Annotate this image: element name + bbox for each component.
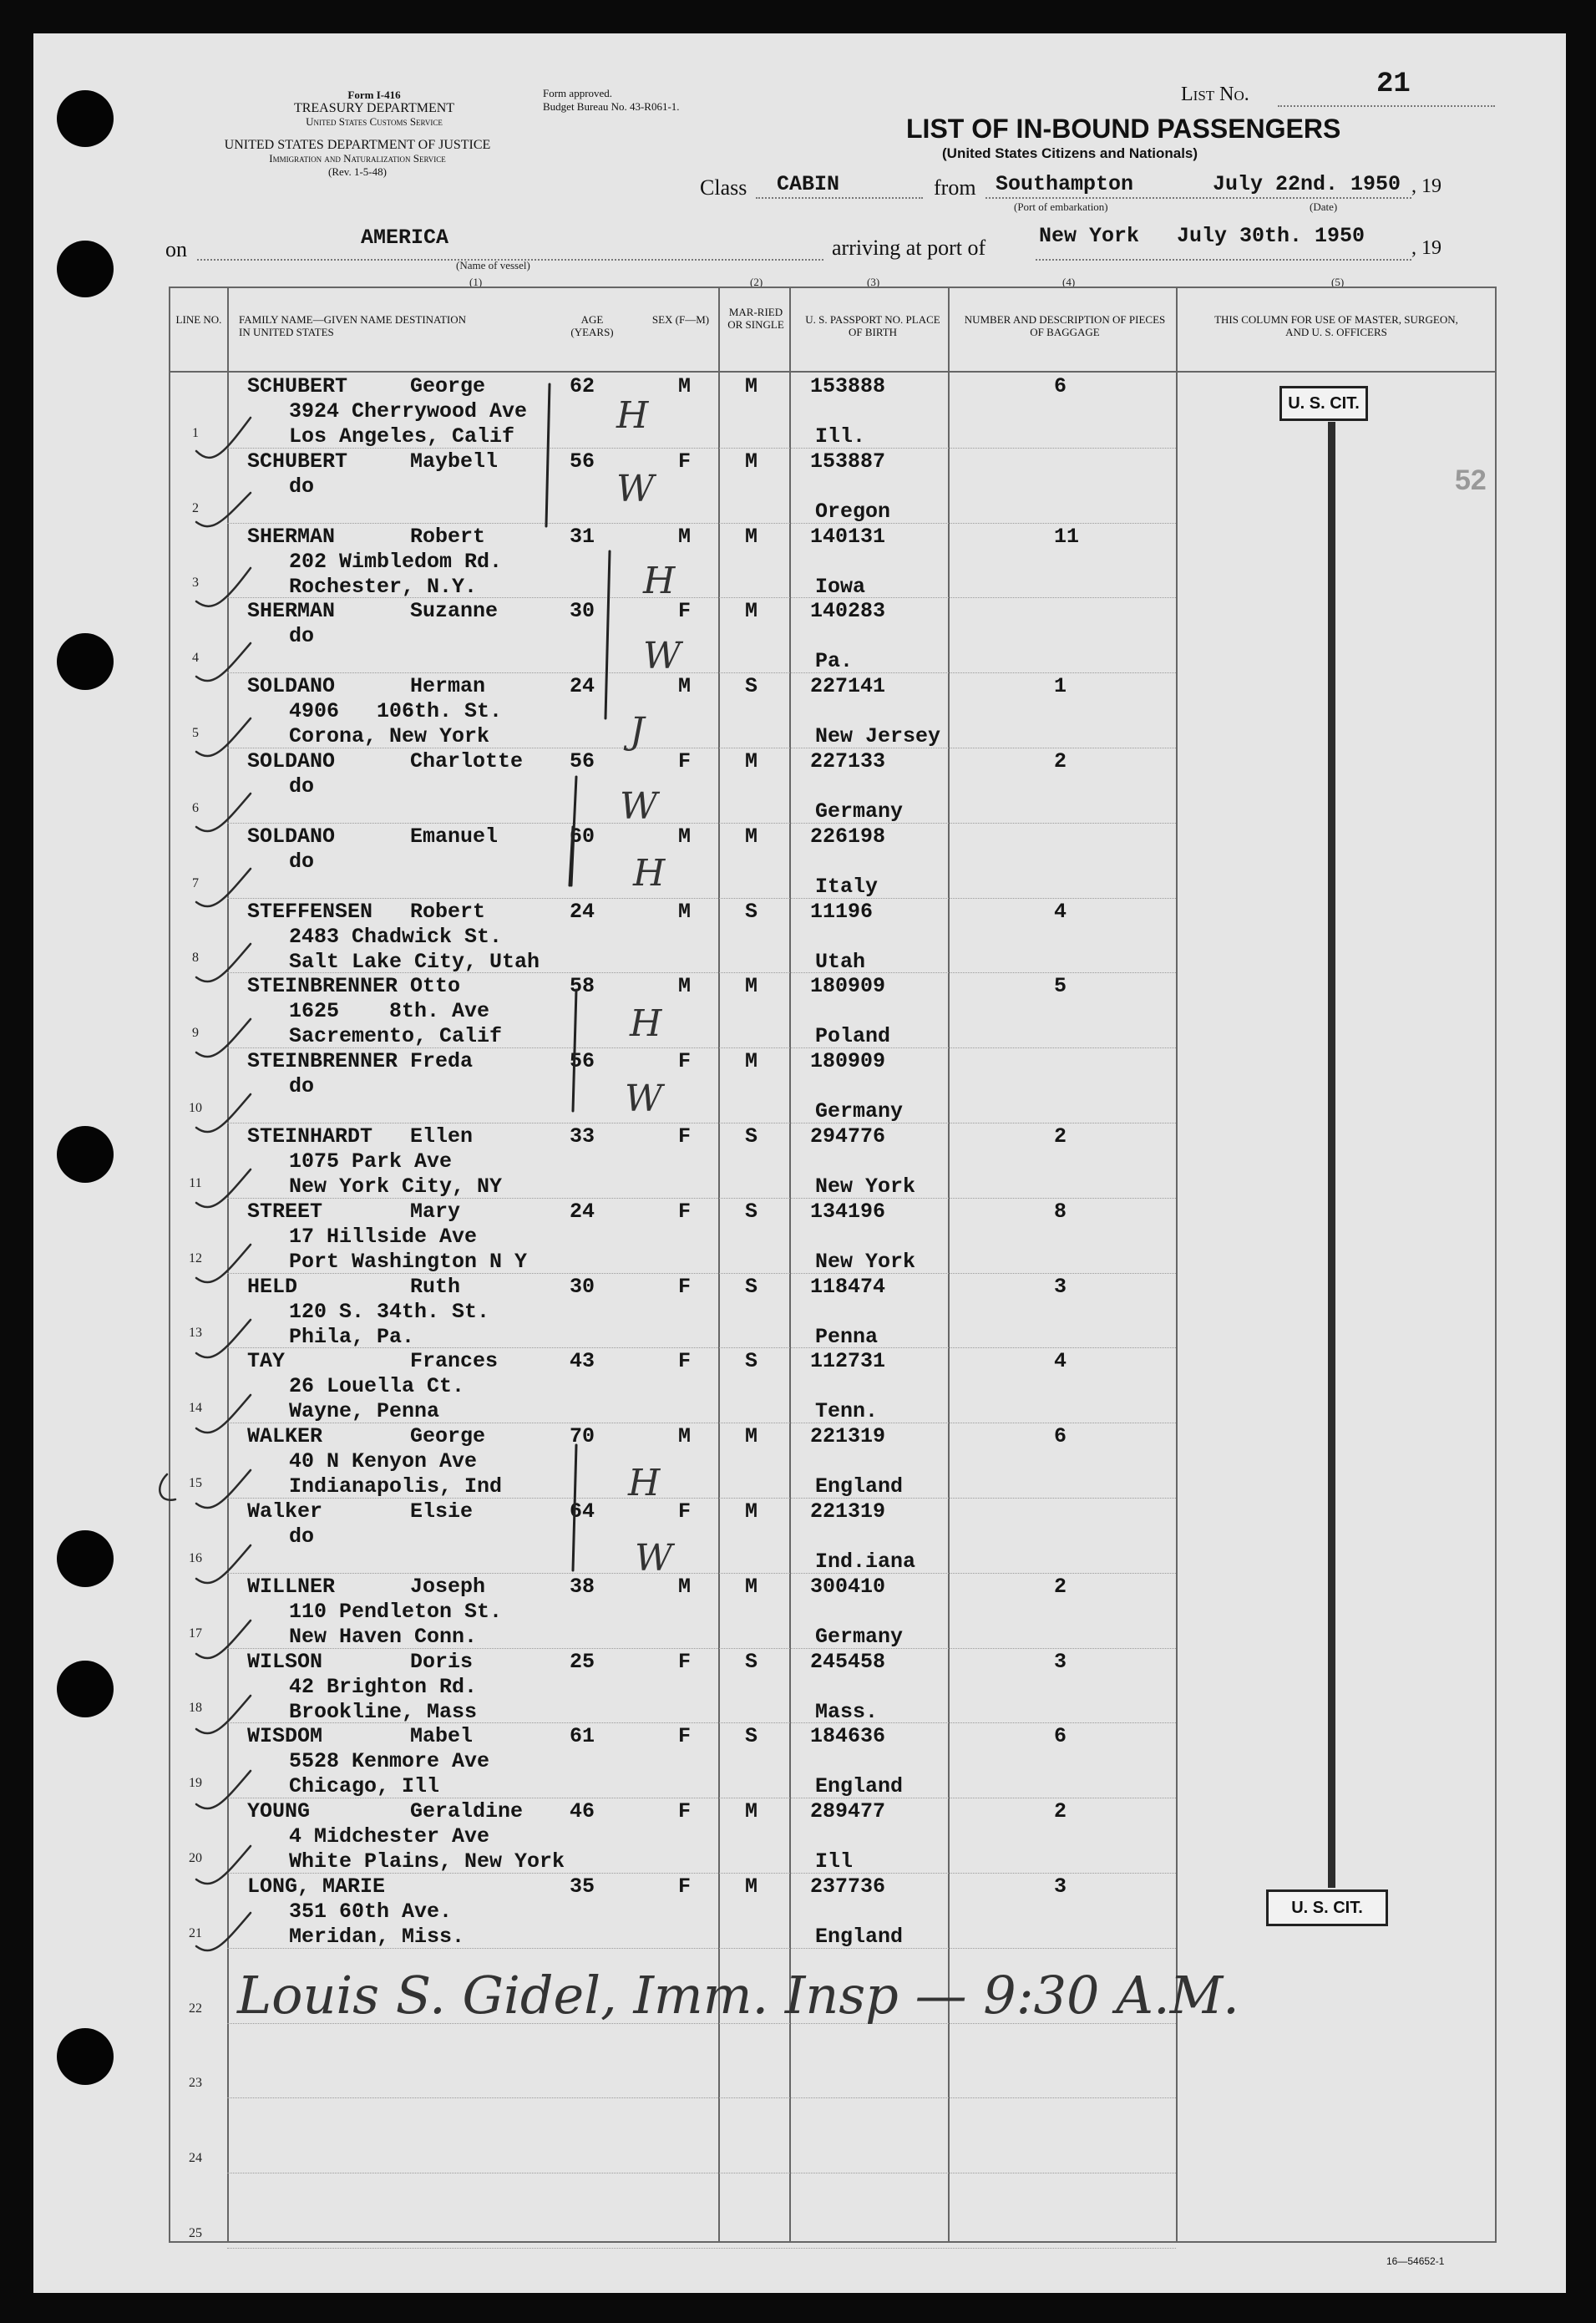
- place-of-birth: Iowa: [815, 574, 866, 599]
- passenger-age: 56: [570, 749, 595, 773]
- passenger-age: 61: [570, 1724, 595, 1749]
- line-number: 21: [189, 1925, 202, 1940]
- passenger-sex: F: [678, 1124, 692, 1149]
- passport-number: 289477: [810, 1799, 886, 1824]
- passenger-age: 25: [570, 1649, 595, 1674]
- header-officers: THIS COLUMN FOR USE OF MASTER, SURGEON, AND U. S. OFFICERS: [1214, 313, 1458, 338]
- form-number: Form I-416: [347, 89, 401, 101]
- passenger-city: Phila, Pa.: [289, 1324, 415, 1349]
- passenger-age: 58: [570, 974, 595, 999]
- passenger-address: 351 60th Ave.: [289, 1899, 453, 1924]
- passenger-age: 31: [570, 524, 595, 549]
- passenger-married-single: S: [745, 1274, 758, 1299]
- passenger-sex: M: [678, 1574, 692, 1599]
- passenger-address: 1075 Park Ave: [289, 1149, 453, 1174]
- passenger-married-single: S: [745, 1649, 758, 1674]
- passport-number: 221319: [810, 1499, 886, 1524]
- line-number: 11: [189, 1175, 202, 1190]
- passenger-name: LONG, MARIE: [247, 1874, 386, 1899]
- passenger-sex: M: [678, 374, 692, 398]
- baggage-count: 6: [1054, 1424, 1067, 1449]
- baggage-count: 3: [1054, 1649, 1067, 1674]
- passenger-name: SOLDANO Herman: [247, 674, 486, 699]
- passenger-name: TAY Frances: [247, 1349, 499, 1374]
- passenger-name: STEINBRENNER Freda: [247, 1049, 474, 1074]
- place-of-birth: Ill.: [815, 424, 866, 449]
- passport-number: 227133: [810, 749, 886, 773]
- passenger-age: 70: [570, 1424, 595, 1449]
- passenger-sex: F: [678, 449, 692, 474]
- passenger-name: WILLNER Joseph: [247, 1574, 486, 1599]
- passenger-address: 1625 8th. Ave: [289, 999, 490, 1024]
- passenger-name: STEINBRENNER Otto: [247, 974, 461, 999]
- treasury-department: TREASURY DEPARTMENT: [293, 101, 455, 115]
- budget-bureau: Budget Bureau No. 43-R061-1.: [543, 100, 680, 113]
- citizenship-stamp-bottom: U. S. CIT.: [1266, 1889, 1388, 1926]
- citizenship-stamp-top: U. S. CIT.: [1279, 386, 1368, 421]
- line-number: 15: [189, 1476, 202, 1490]
- passenger-address: 2483 Chadwick St.: [289, 924, 503, 949]
- place-of-birth: New York: [815, 1249, 916, 1274]
- passport-number: 237736: [810, 1874, 886, 1899]
- arrival-year-suffix: , 19: [1411, 237, 1441, 259]
- passenger-married-single: M: [745, 1499, 758, 1524]
- passenger-married-single: S: [745, 1124, 758, 1149]
- passenger-name: WILSON Doris: [247, 1649, 474, 1674]
- passenger-age: 56: [570, 1049, 595, 1074]
- passenger-age: 56: [570, 449, 595, 474]
- passenger-age: 62: [570, 374, 595, 398]
- line-number: 18: [189, 1701, 202, 1716]
- column-number: (1): [469, 276, 483, 288]
- passenger-sex: F: [678, 1199, 692, 1224]
- passenger-married-single: M: [745, 524, 758, 549]
- place-of-birth: England: [815, 1774, 904, 1799]
- passenger-address: 202 Wimbledom Rd.: [289, 549, 503, 574]
- passport-number: 180909: [810, 974, 886, 999]
- line-number: 14: [189, 1401, 202, 1416]
- svg-text:H: H: [630, 1002, 662, 1045]
- passenger-name: STEINHARDT Ellen: [247, 1124, 474, 1149]
- passenger-age: 24: [570, 1199, 595, 1224]
- form-subtitle: (United States Citizens and Nationals): [942, 145, 1198, 161]
- baggage-count: 5: [1054, 974, 1067, 999]
- passenger-name: WALKER George: [247, 1424, 486, 1449]
- svg-text:W: W: [620, 785, 658, 828]
- passenger-name: SHERMAN Suzanne: [247, 599, 499, 624]
- passenger-sex: F: [678, 1724, 692, 1749]
- form-title: LIST OF IN-BOUND PASSENGERS: [906, 114, 1341, 144]
- passenger-married-single: M: [745, 1049, 758, 1074]
- passenger-age: 60: [570, 824, 595, 849]
- passenger-sex: F: [678, 1874, 692, 1899]
- baggage-count: 2: [1054, 749, 1067, 773]
- passenger-sex: M: [678, 524, 692, 549]
- passport-number: 226198: [810, 824, 886, 849]
- svg-text:J: J: [630, 710, 645, 753]
- line-number: 23: [189, 2076, 202, 2091]
- passenger-age: 30: [570, 1274, 595, 1299]
- passenger-address: 40 N Kenyon Ave: [289, 1449, 478, 1474]
- passport-number: 140131: [810, 524, 886, 549]
- passenger-city: Los Angeles, Calif: [289, 424, 515, 449]
- passenger-age: 38: [570, 1574, 595, 1599]
- passenger-married-single: M: [745, 374, 758, 398]
- passenger-name: SCHUBERT Maybell: [247, 449, 499, 474]
- passenger-married-single: M: [745, 824, 758, 849]
- citizenship-vertical-line: [1328, 422, 1335, 1888]
- customs-service: United States Customs Service: [306, 115, 443, 128]
- passenger-age: 30: [570, 599, 595, 624]
- svg-text:H: H: [643, 560, 676, 602]
- passenger-married-single: S: [745, 1724, 758, 1749]
- line-number: 13: [189, 1326, 202, 1341]
- baggage-count: 3: [1054, 1274, 1067, 1299]
- arrival-port-date: New York July 30th. 1950: [1039, 224, 1365, 248]
- place-of-birth: Oregon: [815, 499, 891, 524]
- passenger-married-single: M: [745, 1424, 758, 1449]
- form-approved: Form approved.: [543, 87, 613, 99]
- passenger-age: 35: [570, 1874, 595, 1899]
- line-number: 10: [189, 1101, 202, 1115]
- baggage-count: 3: [1054, 1874, 1067, 1899]
- passenger-city: Salt Lake City, Utah: [289, 949, 540, 974]
- immigration-service: Immigration and Naturalization Service: [269, 152, 446, 165]
- place-of-birth: England: [815, 1925, 904, 1949]
- passenger-name: SHERMAN Robert: [247, 524, 486, 549]
- line-number: 4: [192, 651, 199, 666]
- passenger-name: WISDOM Mabel: [247, 1724, 474, 1749]
- passenger-name: Walker Elsie: [247, 1499, 474, 1524]
- passenger-married-single: S: [745, 1349, 758, 1374]
- svg-text:H: H: [628, 1462, 661, 1504]
- date-caption: (Date): [1310, 200, 1338, 213]
- passport-number: 227141: [810, 674, 886, 699]
- baggage-count: 4: [1054, 1349, 1067, 1374]
- passenger-address: 42 Brighton Rd.: [289, 1674, 478, 1699]
- year-suffix: , 19: [1411, 175, 1441, 197]
- place-of-birth: Ind.iana: [815, 1550, 916, 1574]
- passenger-sex: F: [678, 1799, 692, 1824]
- column-number: (4): [1062, 276, 1076, 288]
- place-of-birth: Mass.: [815, 1699, 879, 1724]
- passenger-age: 24: [570, 899, 595, 924]
- line-number: 7: [192, 875, 199, 890]
- header-name-destination: FAMILY NAME—GIVEN NAME DESTINATION IN UNITED STATES: [239, 313, 467, 338]
- arriving-label: arriving at port of: [832, 236, 986, 260]
- passenger-sex: F: [678, 1649, 692, 1674]
- line-number: 24: [189, 2151, 202, 2166]
- passenger-address: 3924 Cherrywood Ave: [289, 399, 528, 424]
- passenger-sex: M: [678, 824, 692, 849]
- baggage-count: 1: [1054, 674, 1067, 699]
- passenger-address: do: [289, 849, 315, 874]
- baggage-count: 4: [1054, 899, 1067, 924]
- passenger-name: SOLDANO Charlotte: [247, 749, 524, 773]
- passenger-married-single: M: [745, 1799, 758, 1824]
- line-number: 2: [192, 500, 199, 515]
- passenger-city: Rochester, N.Y.: [289, 574, 478, 599]
- place-of-birth: Ill: [815, 1849, 854, 1874]
- line-number: 22: [189, 2001, 202, 2016]
- line-number: 12: [189, 1250, 202, 1265]
- passenger-address: 120 S. 34th. St.: [289, 1299, 490, 1324]
- baggage-count: 2: [1054, 1124, 1067, 1149]
- list-number: 21: [1376, 68, 1411, 100]
- passenger-name: SCHUBERT George: [247, 374, 486, 398]
- passenger-address: do: [289, 1074, 315, 1099]
- passenger-address: do: [289, 774, 315, 799]
- passenger-age: 24: [570, 674, 595, 699]
- passenger-age: 64: [570, 1499, 595, 1524]
- svg-text:W: W: [616, 468, 655, 510]
- inspector-signature: Louis S. Gidel, Imm. Insp — 9:30 A.M.: [237, 1965, 1239, 2026]
- passenger-city: Indianapolis, Ind: [289, 1474, 503, 1499]
- passport-number: 184636: [810, 1724, 886, 1749]
- revision: (Rev. 1-5-48): [328, 165, 387, 178]
- margin-number: 52: [1455, 464, 1487, 496]
- baggage-count: 2: [1054, 1574, 1067, 1599]
- passport-number: 153887: [810, 449, 886, 474]
- passenger-married-single: M: [745, 1574, 758, 1599]
- passenger-address: 4906 106th. St.: [289, 699, 503, 724]
- header-married-single: MAR-RIED OR SINGLE: [727, 306, 784, 331]
- passenger-city: Port Washington N Y: [289, 1249, 528, 1274]
- header-passport: U. S. PASSPORT NO. PLACE OF BIRTH: [805, 313, 940, 338]
- passenger-name: HELD Ruth: [247, 1274, 461, 1299]
- place-of-birth: Germany: [815, 1624, 904, 1649]
- passport-number: 140283: [810, 599, 886, 624]
- column-number: (5): [1331, 276, 1345, 288]
- from-label: from: [934, 175, 976, 200]
- line-number: 8: [192, 951, 199, 966]
- header-age: AGE (YEARS): [570, 313, 614, 338]
- passenger-address: do: [289, 474, 315, 499]
- form-footer-code: 16—54652-1: [1386, 2255, 1445, 2267]
- passenger-married-single: S: [745, 674, 758, 699]
- passenger-sex: M: [678, 1424, 692, 1449]
- passenger-sex: M: [678, 899, 692, 924]
- svg-text:W: W: [635, 1537, 673, 1580]
- passenger-address: 26 Louella Ct.: [289, 1374, 465, 1399]
- passenger-sex: F: [678, 1499, 692, 1524]
- svg-text:H: H: [633, 852, 666, 895]
- port-of-embarkation: Southampton: [996, 172, 1134, 196]
- line-number: 5: [192, 726, 199, 740]
- svg-text:H: H: [616, 394, 649, 437]
- passenger-name: STREET Mary: [247, 1199, 461, 1224]
- place-of-birth: Germany: [815, 1099, 904, 1124]
- line-number: 25: [189, 2226, 202, 2240]
- baggage-count: 11: [1054, 524, 1080, 549]
- passport-number: 221319: [810, 1424, 886, 1449]
- passenger-address: do: [289, 624, 315, 649]
- passenger-sex: F: [678, 1049, 692, 1074]
- svg-text:W: W: [643, 635, 681, 677]
- passport-number: 11196: [810, 899, 874, 924]
- on-label: on: [165, 237, 187, 261]
- passenger-city: Corona, New York: [289, 724, 490, 749]
- passenger-address: do: [289, 1524, 315, 1549]
- list-number-label: List No.: [1181, 84, 1249, 105]
- baggage-count: 8: [1054, 1199, 1067, 1224]
- place-of-birth: Pa.: [815, 649, 854, 674]
- line-number: 16: [189, 1550, 202, 1565]
- passenger-married-single: M: [745, 974, 758, 999]
- place-of-birth: Poland: [815, 1024, 891, 1049]
- place-of-birth: New York: [815, 1174, 916, 1199]
- line-number: 17: [189, 1626, 202, 1641]
- passport-number: 153888: [810, 374, 886, 398]
- baggage-count: 6: [1054, 374, 1067, 398]
- passenger-age: 33: [570, 1124, 595, 1149]
- passport-number: 180909: [810, 1049, 886, 1074]
- passenger-sex: F: [678, 1349, 692, 1374]
- place-of-birth: Penna: [815, 1324, 879, 1349]
- column-number: (3): [867, 276, 880, 288]
- place-of-birth: England: [815, 1474, 904, 1499]
- svg-text:W: W: [625, 1078, 663, 1120]
- passenger-age: 43: [570, 1349, 595, 1374]
- line-number: 9: [192, 1026, 199, 1041]
- passport-number: 134196: [810, 1199, 886, 1224]
- place-of-birth: Italy: [815, 874, 879, 899]
- column-number: (2): [750, 276, 763, 288]
- baggage-count: 6: [1054, 1724, 1067, 1749]
- passenger-sex: F: [678, 749, 692, 773]
- header-baggage: NUMBER AND DESCRIPTION OF PIECES OF BAGGAGE: [964, 313, 1166, 338]
- passport-number: 112731: [810, 1349, 886, 1374]
- line-number: 1: [192, 425, 199, 440]
- embarkation-caption: (Port of embarkation): [1014, 200, 1108, 213]
- class-value: CABIN: [777, 172, 840, 196]
- passenger-city: Sacremento, Calif: [289, 1024, 503, 1049]
- place-of-birth: Tenn.: [815, 1399, 879, 1424]
- passport-number: 118474: [810, 1274, 886, 1299]
- place-of-birth: New Jersey: [815, 724, 941, 749]
- place-of-birth: Germany: [815, 799, 904, 824]
- passenger-married-single: M: [745, 749, 758, 773]
- passenger-address: 17 Hillside Ave: [289, 1224, 478, 1249]
- header-line-no: LINE NO.: [175, 313, 222, 326]
- header-sex: SEX (F—M): [651, 313, 710, 326]
- passenger-married-single: M: [745, 1874, 758, 1899]
- passport-number: 300410: [810, 1574, 886, 1599]
- class-label: Class: [700, 175, 747, 200]
- passenger-address: 5528 Kenmore Ave: [289, 1749, 490, 1774]
- passenger-married-single: S: [745, 1199, 758, 1224]
- passenger-sex: F: [678, 599, 692, 624]
- passenger-city: Wayne, Penna: [289, 1399, 440, 1424]
- passenger-married-single: M: [745, 599, 758, 624]
- vessel-name: AMERICA: [361, 226, 449, 250]
- passenger-city: Chicago, Ill: [289, 1774, 440, 1799]
- vessel-caption: (Name of vessel): [456, 259, 530, 271]
- line-number: 3: [192, 576, 199, 591]
- passenger-address: 110 Pendleton St.: [289, 1599, 503, 1624]
- passenger-married-single: M: [745, 449, 758, 474]
- baggage-count: 2: [1054, 1799, 1067, 1824]
- passenger-name: STEFFENSEN Robert: [247, 899, 486, 924]
- line-number: 6: [192, 800, 199, 815]
- passenger-city: White Plains, New York: [289, 1849, 565, 1874]
- passenger-sex: M: [678, 674, 692, 699]
- passenger-city: Meridan, Miss.: [289, 1925, 465, 1949]
- line-number: 19: [189, 1776, 202, 1791]
- passenger-sex: M: [678, 974, 692, 999]
- passenger-name: YOUNG Geraldine: [247, 1799, 524, 1824]
- passenger-address: 4 Midchester Ave: [289, 1824, 490, 1849]
- embarkation-date: July 22nd. 1950: [1213, 172, 1401, 196]
- passenger-sex: F: [678, 1274, 692, 1299]
- passport-number: 294776: [810, 1124, 886, 1149]
- passenger-name: SOLDANO Emanuel: [247, 824, 499, 849]
- passenger-city: New York City, NY: [289, 1174, 503, 1199]
- justice-department: UNITED STATES DEPARTMENT OF JUSTICE: [224, 138, 491, 152]
- passenger-age: 46: [570, 1799, 595, 1824]
- passenger-city: Brookline, Mass: [289, 1699, 478, 1724]
- line-number: 20: [189, 1851, 202, 1865]
- place-of-birth: Utah: [815, 949, 866, 974]
- passenger-married-single: S: [745, 899, 758, 924]
- passport-number: 245458: [810, 1649, 886, 1674]
- passenger-city: New Haven Conn.: [289, 1624, 478, 1649]
